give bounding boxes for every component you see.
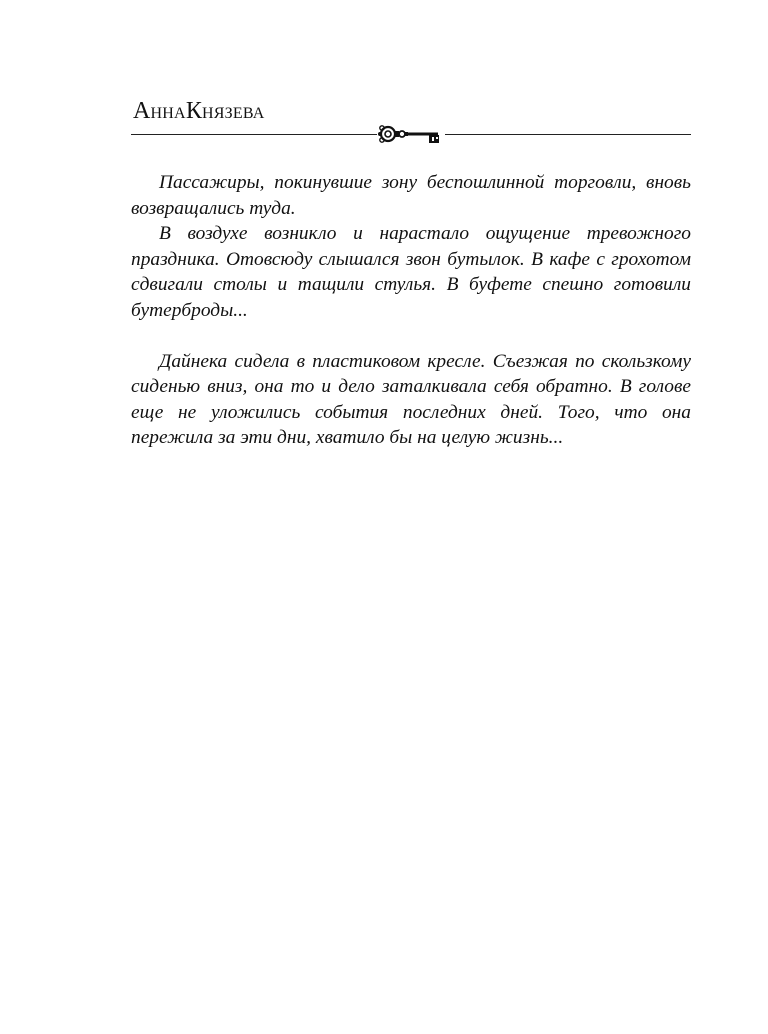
paragraph: Пассажиры, покинувшие зону беспошлинной торговли, вновь возвращались туда. xyxy=(131,172,691,219)
author-last-rest: НЯЗЕВА xyxy=(202,105,265,122)
running-header xyxy=(131,98,691,144)
author-first-rest: ННА xyxy=(150,105,186,122)
author-first-initial: А xyxy=(133,98,151,124)
author-last-initial: К xyxy=(185,98,203,124)
body-text xyxy=(131,170,691,451)
paragraph: Дайнека сидела в пластиковом кресле. Съезжая по скользкому сиденью вниз, она то и дело заталкивала себя обратно. В голове еще не уложились события последних дней. Того, что она пережила за эти дни, хватило бы на целую жизнь... xyxy=(131,350,691,449)
paragraph: В воздухе возникло и нарастало ощущение тревожного праздника. Отовсюду слышался звон бутылок. В кафе с грохотом сдвигали столы и тащили стулья. В буфете спешно готовили бутерброды... xyxy=(131,223,691,321)
author-name xyxy=(133,98,264,125)
key-icon xyxy=(377,123,445,145)
